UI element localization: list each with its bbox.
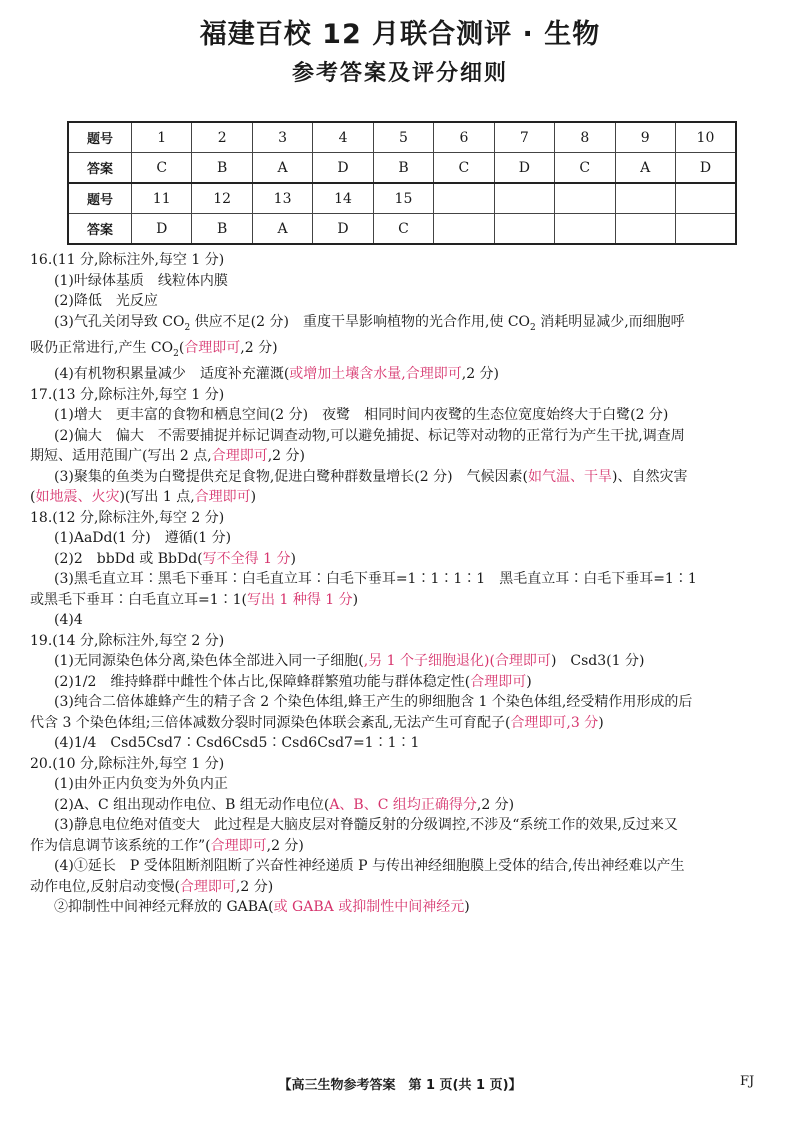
- question-20-line-1: (1)由外正内负变为外负内正: [54, 776, 228, 793]
- question-17-header: 17.(13 分,除标注外,每空 1 分): [30, 386, 225, 403]
- page-subtitle: 参考答案及评分细则: [291, 61, 508, 86]
- scoring-note: 合理即可: [194, 489, 251, 506]
- scoring-note: 如气温、干旱: [528, 468, 613, 485]
- question-16-line-3-cont: 吸仍正常进行,产生 $CO_2$(合理即可,2 分): [30, 339, 278, 359]
- text-span: 动作电位,反射启动变慢(: [30, 878, 180, 895]
- question-20-line-3: (3)静息电位绝对值变大 此过程是大脑皮层对脊髓反射的分级调控,不涉及“系统工作的效果,反过来又: [54, 817, 678, 834]
- table-row-answers-2: [68, 214, 736, 245]
- text-span: (: [178, 339, 185, 356]
- text-span: 供应不足(2 分) 重度干旱影响植物的光合作用,使 CO: [190, 313, 531, 330]
- row-label-number: 题号: [68, 183, 132, 214]
- table-cell: [615, 183, 675, 214]
- text-span: (3)气孔关闭导致 CO: [54, 313, 185, 330]
- table-cell: 15: [373, 183, 433, 214]
- table-cell: 4: [313, 122, 373, 153]
- table-cell: D: [313, 214, 373, 245]
- table-cell: 5: [373, 122, 433, 153]
- table-row-numbers-2: [68, 183, 736, 214]
- table-cell: B: [192, 214, 252, 245]
- text-span: (4)有机物积累量减少 适度补充灌溉(: [54, 366, 290, 383]
- table-cell: C: [373, 214, 433, 245]
- text-span: ): [250, 489, 257, 506]
- table-cell: 9: [615, 122, 675, 153]
- scoring-note: A、B、C 组均正确得分: [329, 796, 477, 813]
- question-16-line-4: [30, 364, 765, 385]
- question-18-header: 18.(12 分,除标注外,每空 2 分): [30, 509, 225, 526]
- question-16-line-1: (1)叶绿体基质 线粒体内膜: [54, 272, 228, 289]
- question-18-line-2: [30, 549, 765, 570]
- question-16-line-3: (3)气孔关闭导致 $CO_2$ 供应不足(2 分) 重度干旱影响植物的光合作用,使 $CO_2$ 消耗明显减少,而细胞呼: [54, 313, 685, 333]
- question-18-line-1: (1)AaDd(1 分) 遵循(1 分): [54, 530, 232, 547]
- text-span: (3)聚集的鱼类为白鹭提供充足食物,促进白鹭种群数量增长(2 分) 气候因素(: [54, 468, 529, 485]
- question-17-line-2-cont: [30, 446, 765, 467]
- scoring-note: 合理即可: [211, 448, 268, 465]
- page-title: 福建百校 12 月联合测评 · 生物: [199, 19, 601, 50]
- scoring-note: 合理即可,3 分: [510, 714, 599, 731]
- question-18-line-3: (3)黑毛直立耳∶黑毛下垂耳∶白毛直立耳∶白毛下垂耳=1∶1∶1∶1 黑毛直立耳∶白毛下垂耳=1∶1: [54, 571, 697, 588]
- table-cell: D: [675, 153, 736, 184]
- table-cell: 2: [192, 122, 252, 153]
- table-cell: [434, 183, 494, 214]
- table-cell: [615, 214, 675, 245]
- answer-table: [67, 121, 737, 245]
- text-span: ): [526, 673, 532, 690]
- table-cell: A: [615, 153, 675, 184]
- scoring-note: 如地震、火灾: [35, 489, 120, 506]
- table-cell: D: [494, 153, 554, 184]
- table-cell: [555, 183, 615, 214]
- text-span: ): [352, 591, 359, 608]
- row-label-number: 题号: [68, 122, 132, 153]
- scoring-note: ,另 1 个子细胞退化)(合理即可: [363, 653, 551, 670]
- question-20-line-3-cont: [30, 836, 765, 857]
- text-span: ) Csd3(1 分): [550, 653, 645, 670]
- scoring-note: 合理即可: [470, 673, 527, 690]
- row-label-answer: 答案: [68, 214, 132, 245]
- scoring-note: 合理即可: [179, 878, 236, 895]
- question-18-line-4: (4)4: [54, 612, 83, 629]
- row-label-answer: 答案: [68, 153, 132, 184]
- text-span: ): [290, 550, 296, 567]
- text-span: ,2 分): [266, 837, 304, 854]
- question-18-line-3-cont: [30, 590, 765, 611]
- text-span: ,2 分): [267, 448, 306, 465]
- table-cell: [675, 183, 736, 214]
- table-row-numbers-1: [68, 122, 736, 153]
- text-span: (1)无同源染色体分离,染色体全部进入同一子细胞(: [54, 653, 364, 670]
- question-17-line-1: (1)增大 更丰富的食物和栖息空间(2 分) 夜鹭 相同时间内夜鹭的生态位宽度始终大于白鹭(2 分): [54, 407, 669, 424]
- table-cell: 8: [555, 122, 615, 153]
- table-cell: C: [434, 153, 494, 184]
- table-cell: C: [132, 153, 192, 184]
- table-cell: D: [132, 214, 192, 245]
- question-19-line-2: [30, 672, 765, 693]
- question-19-line-3: (3)纯合二倍体雄蜂产生的精子含 2 个染色体组,蜂王产生的卵细胞含 1 个染色体组,经受精作用形成的后: [54, 694, 693, 711]
- table-cell: 3: [252, 122, 312, 153]
- text-span: ,2 分): [461, 366, 500, 383]
- question-16-line-2: (2)降低 光反应: [54, 293, 158, 309]
- scoring-note: 合理即可: [210, 837, 267, 854]
- table-cell: [494, 183, 554, 214]
- text-span: 作为信息调节该系统的工作”(: [30, 837, 211, 854]
- text-span: ): [598, 714, 604, 731]
- question-20-header: 20.(10 分,除标注外,每空 1 分): [30, 755, 225, 772]
- table-row-answers-1: [68, 153, 736, 184]
- page-footer: [0, 1074, 800, 1093]
- scoring-note: 或 GABA 或抑制性中间神经元: [273, 899, 465, 916]
- text-span: 消耗明显减少,而细胞呼: [535, 313, 685, 330]
- text-span: 或黑毛下垂耳∶白毛直立耳=1∶1(: [30, 591, 248, 608]
- table-cell: A: [252, 214, 312, 245]
- text-span: ,2 分): [240, 339, 278, 356]
- text-span: ②抑制性中间神经元释放的 GABA(: [54, 899, 274, 916]
- question-16-header: 16.(11 分,除标注外,每空 1 分): [30, 252, 225, 268]
- text-span: 期短、适用范围广(写出 2 点,: [30, 448, 212, 465]
- table-cell: B: [192, 153, 252, 184]
- question-20-line-5: [30, 897, 765, 918]
- table-cell: 12: [192, 183, 252, 214]
- answer-body: [30, 250, 765, 918]
- table-cell: 1: [132, 122, 192, 153]
- text-span: 代含 3 个染色体组;三倍体减数分裂时同源染色体联会紊乱,无法产生可育配子(: [30, 714, 511, 731]
- text-span: (: [30, 489, 36, 506]
- question-20-line-2: [30, 795, 765, 816]
- text-span: ,2 分): [235, 878, 274, 895]
- text-span: ,2 分): [476, 796, 515, 813]
- table-cell: D: [313, 153, 373, 184]
- question-19-line-3-cont: [30, 713, 765, 734]
- question-19-header: 19.(14 分,除标注外,每空 2 分): [30, 632, 225, 649]
- question-20-line-4-cont: [30, 877, 765, 898]
- region-code: FJ: [740, 1074, 755, 1089]
- table-cell: [494, 214, 554, 245]
- text-span: (2)2 bbDd 或 BbDd(: [54, 550, 203, 567]
- table-cell: 13: [252, 183, 312, 214]
- table-cell: C: [555, 153, 615, 184]
- scoring-note: 合理即可: [184, 339, 241, 356]
- text-span: (2)1/2 维持蜂群中雌性个体占比,保障蜂群繁殖功能与群体稳定性(: [54, 673, 471, 690]
- table-cell: 7: [494, 122, 554, 153]
- question-17-line-3: [30, 467, 765, 488]
- question-17-line-3-cont: [30, 487, 765, 508]
- scoring-note: 写不全得 1 分: [202, 550, 291, 567]
- text-span: (2)A、C 组出现动作电位、B 组无动作电位(: [54, 796, 330, 813]
- table-cell: [675, 214, 736, 245]
- text-span: )(写出 1 点,: [119, 489, 195, 506]
- footer-label: 【高三生物参考答案 第 1 页(共 1 页)】: [278, 1078, 522, 1093]
- text-span: 吸仍正常进行,产生 CO: [30, 339, 174, 356]
- text-span: )、自然灾害: [612, 468, 688, 485]
- question-17-line-2: (2)偏大 偏大 不需要捕捉并标记调查动物,可以避免捕捉、标记等对动物的正常行为产生干扰,调查周: [54, 427, 685, 444]
- table-cell: 14: [313, 183, 373, 214]
- text-span: ): [464, 899, 470, 916]
- table-cell: 10: [675, 122, 736, 153]
- table-cell: 11: [132, 183, 192, 214]
- scoring-note: 写出 1 种得 1 分: [247, 591, 353, 608]
- question-19-line-4: (4)1/4 Csd5Csd7∶Csd6Csd5∶Csd6Csd7=1∶1∶1: [54, 735, 420, 752]
- table-cell: 6: [434, 122, 494, 153]
- question-20-line-4: (4)①延长 P 受体阻断剂阻断了兴奋性神经递质 P 与传出神经细胞膜上受体的结合,传出神经难以产生: [54, 858, 685, 875]
- table-cell: A: [252, 153, 312, 184]
- table-cell: B: [373, 153, 433, 184]
- scoring-note: 或增加土壤含水量,合理即可: [289, 366, 462, 383]
- table-cell: [555, 214, 615, 245]
- question-19-line-1: [30, 651, 765, 672]
- table-cell: [434, 214, 494, 245]
